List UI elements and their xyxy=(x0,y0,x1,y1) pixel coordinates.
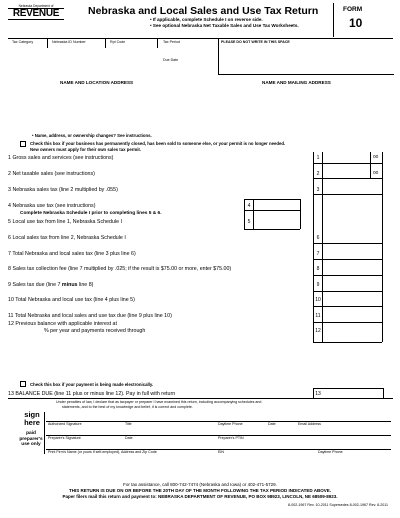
title-label: Title xyxy=(125,422,132,426)
line-2-number: 2 xyxy=(316,171,320,177)
preparer-signature-label: Preparer's Signature xyxy=(48,436,81,440)
line-8-amount-field[interactable] xyxy=(323,263,381,274)
row-divider xyxy=(313,342,382,343)
line-6-amount-field[interactable] xyxy=(323,231,381,242)
sign-here-label: sign here xyxy=(24,410,40,427)
form-number: 10 xyxy=(349,16,363,30)
complete-schedule-note: Complete Nebraska Schedule I prior to completing lines 5 & 6. xyxy=(20,211,162,216)
electronic-payment-text: Check this box if your payment is being made electronically. xyxy=(30,382,154,387)
field-divider xyxy=(105,38,106,48)
business-closed-checkbox[interactable] xyxy=(20,141,26,147)
section-divider xyxy=(8,398,393,399)
line-9-amount-field[interactable] xyxy=(323,279,381,290)
nebraska-id-label: Nebraska ID Number xyxy=(52,40,86,44)
preparer-date-label: Date xyxy=(125,436,133,440)
firm-name-label: Print Firm's Name (or yours if self-employed), Address and Zip Code xyxy=(48,450,157,454)
instruction-worksheets: • See optional Nebraska Net Taxable Sales and Use Tax Worksheets. xyxy=(150,23,299,28)
line-2-label: 2 Net taxable sales (see instructions) xyxy=(8,171,95,177)
row-divider xyxy=(313,275,382,276)
name-location-address-label: NAME AND LOCATION ADDRESS xyxy=(60,80,134,85)
line-2-amount-field[interactable] xyxy=(323,168,370,178)
line-4-amount-field[interactable] xyxy=(254,200,299,210)
email-address-label: Email Address xyxy=(298,422,321,426)
instruction-schedule: • If applicable, complete Schedule I on reverse side. xyxy=(150,17,263,22)
line-7-amount-field[interactable] xyxy=(323,247,381,258)
daytime-phone-label: Daytime Phone xyxy=(218,422,243,426)
line-1-amount-field[interactable] xyxy=(323,152,370,163)
firm-name-field[interactable] xyxy=(46,441,196,449)
address-change-notice: • Name, address, or ownership changes? See instructions. xyxy=(32,133,152,138)
line-8-label: 8 Sales tax collection fee (line 7 multiplied by .025; if the result is $75.00 or more, enter $75.00) xyxy=(8,266,232,272)
line-1-cents: 00 xyxy=(373,155,379,160)
penalty-statement: Under penalties of law, I declare that as taxpayer or preparer I have examined this return, including accompanying schedules and xyxy=(56,400,262,404)
inner-amount-right xyxy=(300,199,301,229)
row-divider xyxy=(313,291,382,292)
assistance-line: For tax assistance, call 800-742-7474 (Nebraska and Iowa) or 402-471-5729. xyxy=(123,482,277,487)
line-9-label: 9 Sales tax due (line 7 minus line 8) xyxy=(8,282,94,288)
line-3-amount-field[interactable] xyxy=(323,184,381,194)
line-2-cents: 00 xyxy=(373,171,379,176)
line-1-label: 1 Gross sales and services (see instructions) xyxy=(8,155,114,161)
preparer-signature-field[interactable] xyxy=(46,427,122,435)
row-divider xyxy=(244,210,300,211)
line-10-number: 10 xyxy=(315,297,321,303)
line-6-label: 6 Local sales tax from line 2, Nebraska Schedule I xyxy=(8,235,126,241)
preparer-phone-label: Daytime Phone xyxy=(318,450,343,454)
row-divider xyxy=(313,194,382,195)
line-13-number: 13 xyxy=(315,391,321,397)
line-11-amount-field[interactable] xyxy=(323,310,381,321)
field-divider xyxy=(47,38,48,48)
line-10-label: 10 Total Nebraska and local use tax (line 4 plus line 5) xyxy=(8,297,135,303)
row-divider xyxy=(313,306,382,307)
form-revision-code: 8-002-1967 Rev. 10-2011 Supersedes 8-002-1967 Rev. 8-2011 xyxy=(288,503,389,507)
rpt-code-label: Rpt Code xyxy=(110,40,126,44)
name-mailing-address-label: NAME AND MAILING ADDRESS xyxy=(262,80,331,85)
line-12-label-continued: % per year and payments received through xyxy=(44,328,146,334)
form-label: FORM xyxy=(343,6,363,13)
line-5-amount-field[interactable] xyxy=(254,216,299,228)
line-4-label: 4 Nebraska use tax (see instructions) xyxy=(8,203,96,209)
tax-category-label: Tax Category xyxy=(12,40,34,44)
due-date-notice: THIS RETURN IS DUE ON OR BEFORE THE 20TH DAY OF THE MONTH FOLLOWING THE TAX PERIOD INDICATED ABOVE. xyxy=(69,488,331,493)
header-instructions xyxy=(150,17,299,29)
line-11-number: 11 xyxy=(315,313,321,319)
line-3-number: 3 xyxy=(316,187,320,193)
line-1-number: 1 xyxy=(316,155,320,161)
preparer-ptin-label: Preparer's PTIN xyxy=(218,436,244,440)
revenue-logo xyxy=(8,4,64,28)
line-12-amount-field[interactable] xyxy=(323,324,381,338)
line-12-label: 12 Previous balance with applicable interest at xyxy=(8,321,117,327)
tax-period-label: Tax Period xyxy=(163,40,180,44)
do-not-write-label: PLEASE DO NOT WRITE IN THIS SPACE xyxy=(221,40,290,44)
signature-bracket xyxy=(44,412,45,454)
cents-divider xyxy=(370,152,371,178)
line-13-label: 13 BALANCE DUE (line 11 plus or minus line 12). Pay in full with return xyxy=(8,391,176,397)
amount-column-right xyxy=(382,152,383,342)
line-11-label: 11 Total Nebraska and local sales and use tax due (line 9 plus line 10) xyxy=(8,313,172,319)
mailing-notice: Paper filers mail this return and payment to: NEBRASKA DEPARTMENT OF REVENUE, PO BOX 98923, LINCOLN, NE 68509-8923. xyxy=(62,494,338,499)
authorized-signature-field[interactable] xyxy=(46,413,122,421)
row-divider xyxy=(313,243,382,244)
line-5-label: 5 Local use tax from line 1, Nebraska Schedule I xyxy=(8,219,122,225)
electronic-payment-checkbox[interactable] xyxy=(20,381,26,387)
paid-preparer-label: paid preparer's use only xyxy=(19,431,43,447)
field-divider xyxy=(157,38,158,48)
line-12-number: 12 xyxy=(315,328,321,334)
row-divider xyxy=(313,178,382,179)
penalty-statement-cont: statements, and to the best of my knowledge and belief, it is correct and complete. xyxy=(62,405,193,409)
logo-department-text: Nebraska Department of xyxy=(18,4,54,8)
row-divider xyxy=(313,259,382,260)
row-divider xyxy=(313,163,382,164)
business-closed-text: Check this box if your business has permanently closed, has been sold to someone else, or your permit is no longer needed. xyxy=(30,141,286,146)
line-4-number: 4 xyxy=(247,203,251,209)
line-8-number: 8 xyxy=(316,266,320,272)
line-7-number: 7 xyxy=(316,251,320,257)
line-7-label: 7 Total Nebraska and local sales tax (line 3 plus line 6) xyxy=(8,251,136,257)
line-5-number: 5 xyxy=(247,219,251,225)
form-title: Nebraska and Local Sales and Use Tax Return xyxy=(88,5,319,17)
row-divider xyxy=(244,229,300,230)
row-divider xyxy=(313,322,382,323)
new-owners-text: New owners must apply for their own sales tax permit. xyxy=(30,147,142,152)
ein-label: EIN xyxy=(218,450,224,454)
line-10-amount-field[interactable] xyxy=(323,294,381,305)
line-3-label: 3 Nebraska sales tax (line 2 multiplied by .055) xyxy=(8,187,118,193)
authorized-signature-label: Authorized Signature xyxy=(48,422,82,426)
line-6-number: 6 xyxy=(316,235,320,241)
date-label: Date xyxy=(268,422,276,426)
line-9-number: 9 xyxy=(316,282,320,288)
logo-revenue-text: REVENUE xyxy=(8,8,64,20)
due-date-label: Due Date xyxy=(163,58,179,62)
